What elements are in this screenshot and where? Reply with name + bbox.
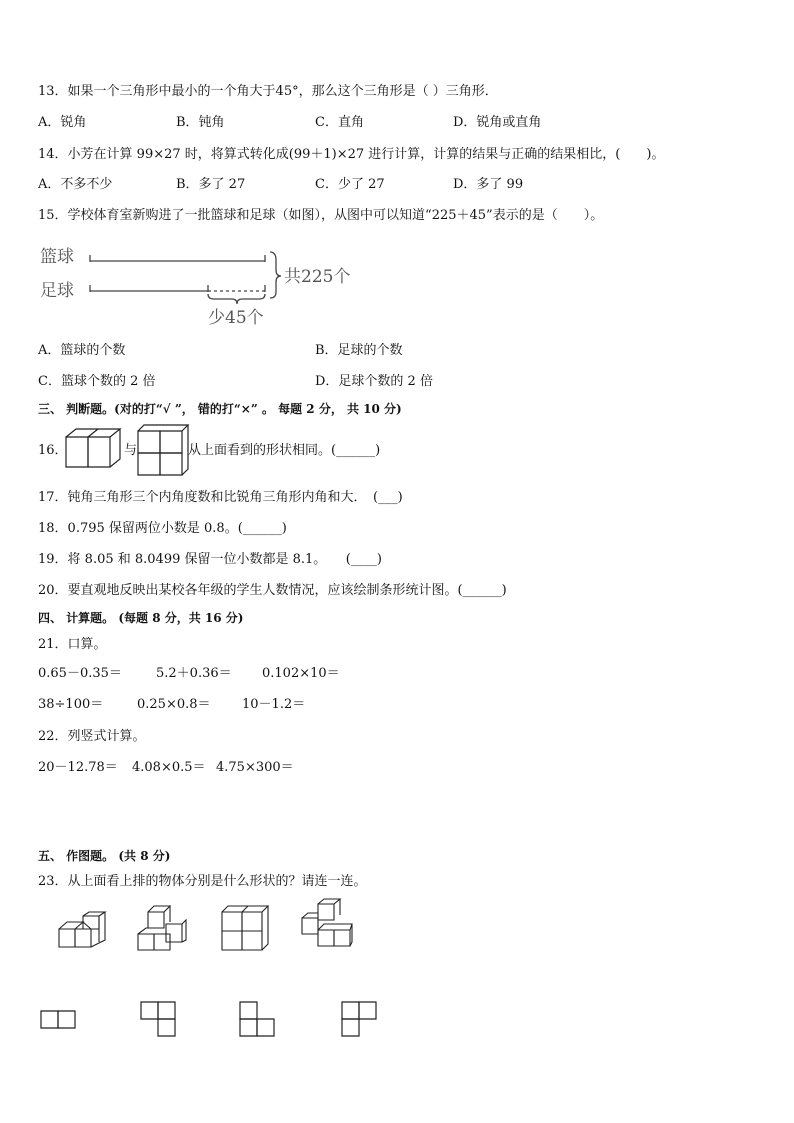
q23-stem: 23．从上面看上排的物体分别是什么形状的？请连一连。 (38, 874, 367, 889)
q15-option-a[interactable]: A．篮球的个数 (38, 343, 126, 358)
q21-item-2: 5.2＋0.36＝ (156, 666, 232, 681)
view-2-shape-icon (140, 1001, 180, 1041)
q22-stem: 22．列竖式计算。 (38, 729, 146, 744)
object-2-cubes-icon (136, 904, 188, 954)
football-label: 足球 (40, 281, 74, 301)
q21-item-4: 38÷100＝ (38, 697, 104, 712)
q21-item-1: 0.65－0.35＝ (38, 666, 122, 681)
object-1-cubes-icon (57, 912, 107, 952)
q21-stem: 21．口算。 (38, 637, 107, 652)
q13-option-c[interactable]: C．直角 (315, 115, 364, 130)
q22-item-3: 4.75×300＝ (216, 760, 294, 775)
section4-heading: 四、 计算题。 (每题 8 分，共 16 分) (38, 611, 244, 625)
q15-option-c[interactable]: C．篮球个数的 2 倍 (38, 374, 156, 389)
q19-text: 19．将 8.05 和 8.0499 保留一位小数都是 8.1。 (____) (38, 552, 382, 567)
q13-stem: 13．如果一个三角形中最小的一个角大于45°，那么这个三角形是（ ）三角形． (38, 84, 498, 99)
q17-text: 17．钝角三角形三个内角度数和比锐角三角形内角和大． (___) (38, 490, 403, 505)
q21-item-6: 10－1.2＝ (242, 697, 306, 712)
view-1-shape-icon (40, 1010, 80, 1032)
q20-text: 20．要直观地反映出某校各年级的学生人数情况，应该绘制条形统计图。(______) (38, 583, 507, 598)
q15-option-d[interactable]: D．足球个数的 2 倍 (315, 374, 433, 389)
q15-stem: 15．学校体育室新购进了一批篮球和足球（如图），从图中可以知道“225＋45”表示的是（ ）。 (38, 208, 604, 223)
q15-option-b[interactable]: B．足球的个数 (315, 343, 403, 358)
q13-option-a[interactable]: A．锐角 (38, 115, 87, 130)
q16-text: 从上面看到的形状相同。(______) (188, 443, 381, 458)
q18-text: 18．0.795 保留两位小数是 0.8。(______) (38, 521, 287, 536)
total-label: 共225个 (284, 267, 351, 287)
basketball-label: 篮球 (40, 247, 74, 267)
q14-option-d[interactable]: D．多了 99 (453, 177, 524, 192)
q14-option-c[interactable]: C．少了 27 (315, 177, 385, 192)
section3-heading: 三、 判断题。(对的打“√ ”， 错的打“×” 。 每题 2 分， 共 10 分) (38, 402, 402, 416)
q22-item-2: 4.08×0.5＝ (132, 760, 206, 775)
q13-option-d[interactable]: D．锐角或直角 (453, 115, 542, 130)
q16-number: 16． (38, 443, 68, 458)
view-4-shape-icon (341, 1001, 381, 1041)
view-3-shape-icon (239, 1001, 279, 1041)
q14-option-a[interactable]: A．不多不少 (38, 177, 113, 192)
q16-cube-left-icon (64, 425, 124, 471)
q14-option-b[interactable]: B．多了 27 (176, 177, 246, 192)
q15-segment-diagram (38, 236, 368, 328)
q22-item-1: 20－12.78＝ (38, 760, 118, 775)
section5-heading: 五、 作图题。 (共 8 分) (38, 849, 171, 863)
q21-item-5: 0.25×0.8＝ (137, 697, 211, 712)
less-label: 少45个 (208, 308, 264, 328)
object-4-cubes-icon (300, 898, 356, 952)
q16-cube-right-icon (136, 423, 190, 477)
object-3-cubes-icon (220, 904, 270, 952)
q16-connector: 与 (124, 443, 138, 458)
q14-stem: 14．小芳在计算 99×27 时，将算式转化成(99＋1)×27 进行计算，计算的结果与正确的结果相比，( )。 (38, 147, 665, 162)
q13-option-b[interactable]: B．钝角 (176, 115, 225, 130)
q21-item-3: 0.102×10＝ (262, 666, 340, 681)
